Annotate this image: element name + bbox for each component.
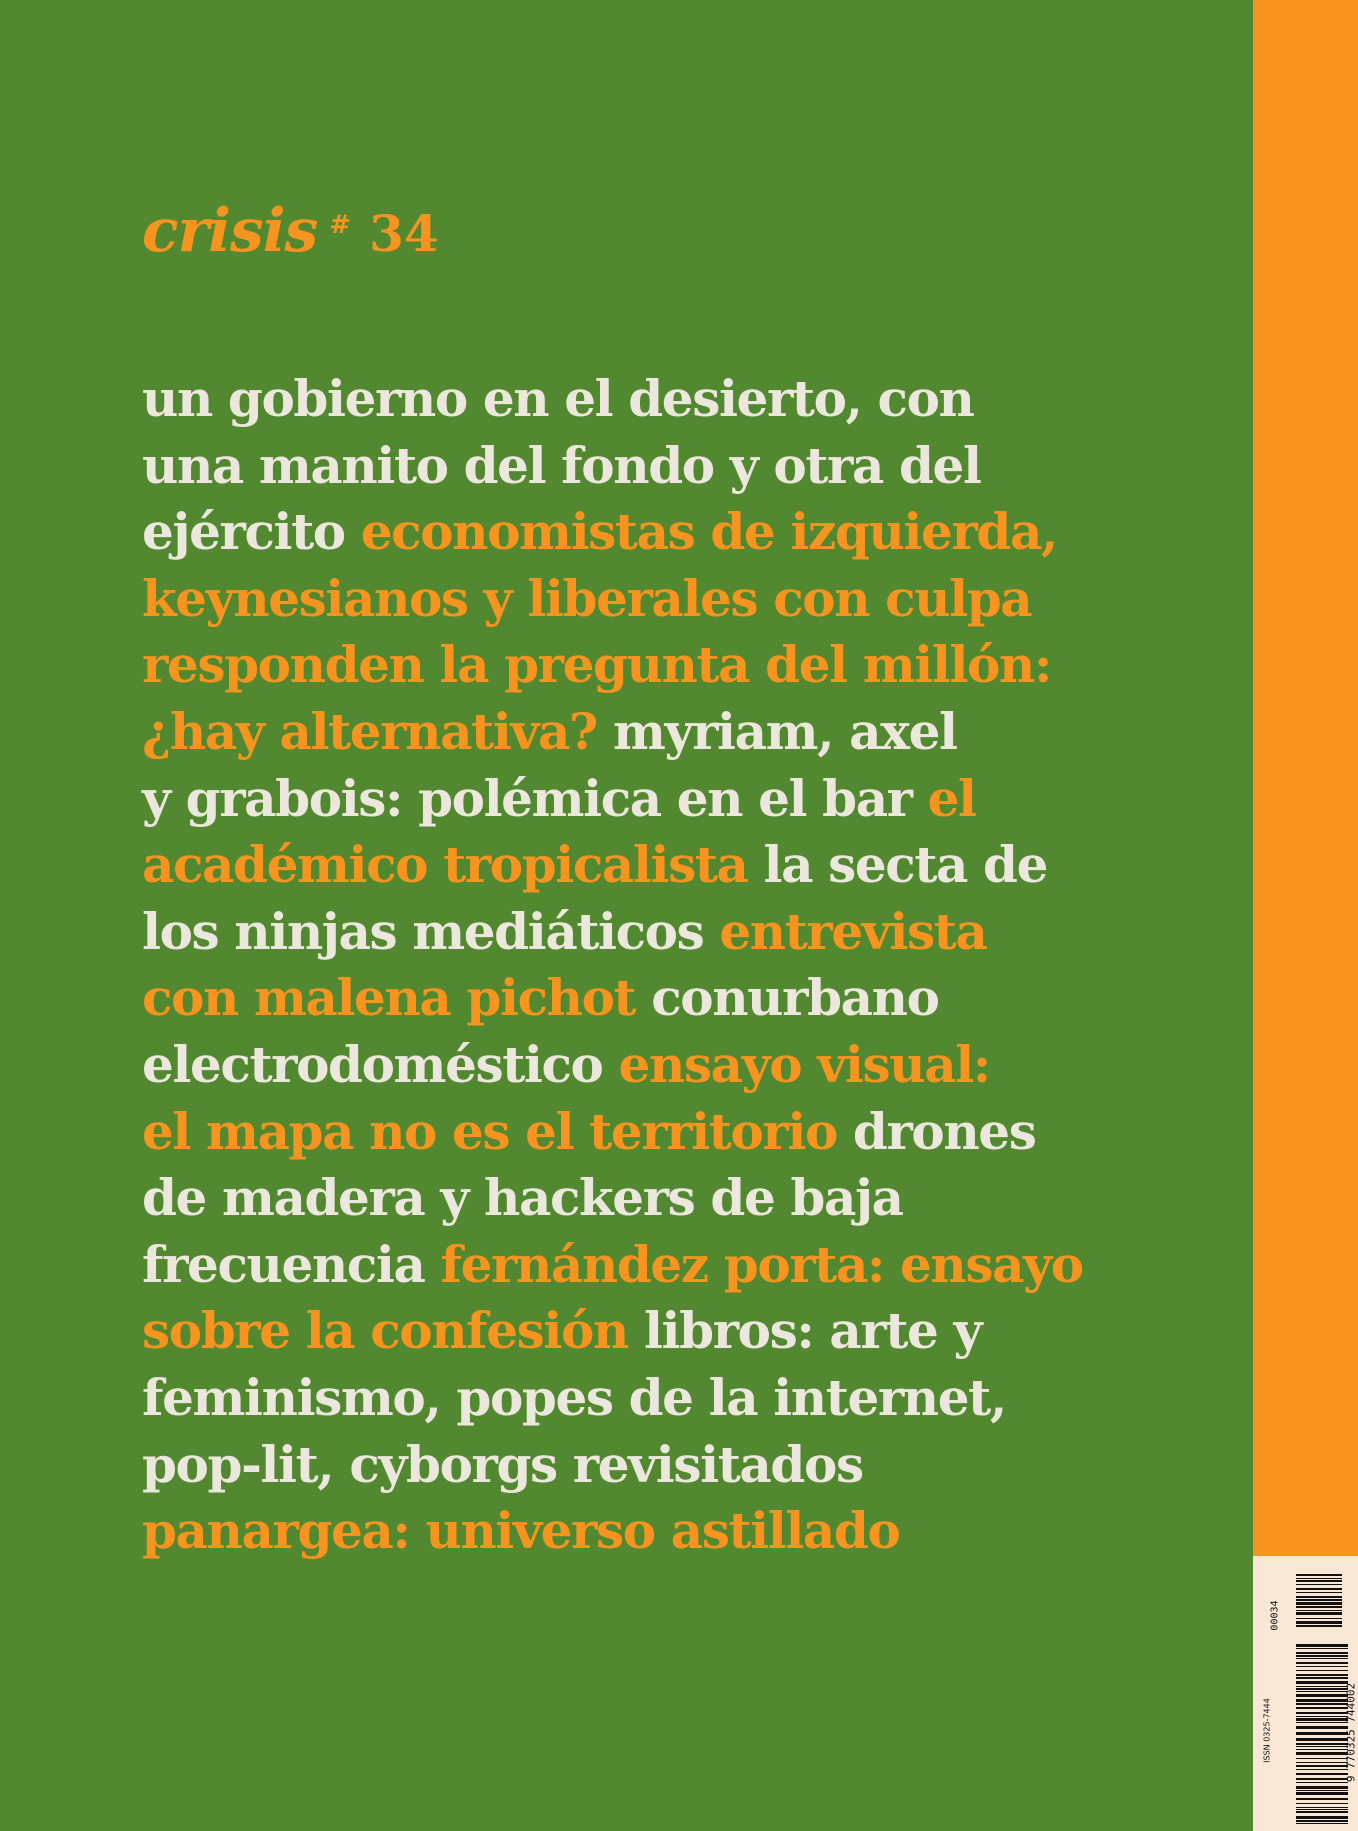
barcode-bar <box>1296 1809 1348 1810</box>
barcode-bar <box>1296 1765 1348 1767</box>
issn-number: ISSN 0325-7444 <box>1262 1698 1272 1763</box>
contents-line <box>142 1099 1142 1166</box>
barcode-bar <box>1296 1574 1342 1576</box>
contents-line <box>142 1298 1142 1365</box>
headline-text: electrodoméstico <box>142 1034 619 1094</box>
barcode-bar <box>1296 1584 1342 1585</box>
barcode-bar <box>1296 1778 1348 1780</box>
barcode-bar <box>1296 1691 1348 1692</box>
barcode-bar <box>1296 1769 1348 1770</box>
barcode-bar <box>1296 1644 1348 1647</box>
barcode-bar <box>1296 1606 1342 1608</box>
issue-number: 34 <box>369 204 439 263</box>
barcode-bar <box>1296 1580 1342 1582</box>
headline-text: libros: arte y <box>643 1301 982 1361</box>
highlighted-headline: panargea: universo astillado <box>142 1501 900 1561</box>
barcode-bar <box>1296 1610 1342 1611</box>
contents-line <box>142 1165 1142 1232</box>
barcode-bar <box>1296 1612 1342 1615</box>
barcode-bar <box>1296 1621 1342 1624</box>
contents-line <box>142 366 1142 433</box>
barcode-bar <box>1296 1716 1348 1717</box>
barcode-bar <box>1296 1738 1348 1741</box>
barcode-bar <box>1296 1782 1348 1783</box>
headline-text: una manito del fondo y otra del <box>142 435 981 495</box>
highlighted-headline: keynesianos y liberales con culpa <box>142 568 1032 628</box>
barcode-bar <box>1296 1718 1348 1721</box>
headline-text: drones <box>852 1101 1036 1161</box>
contents-line <box>142 632 1142 699</box>
barcode-bar <box>1296 1762 1348 1763</box>
headline-text: y grabois: polémica en el bar <box>142 768 928 828</box>
contents-line <box>142 499 1142 566</box>
contents-line <box>142 766 1142 833</box>
masthead <box>142 196 439 276</box>
contents-list <box>142 366 1142 1565</box>
highlighted-headline: sobre la confesión <box>142 1301 644 1361</box>
barcode-bar <box>1296 1732 1348 1735</box>
highlighted-headline: el <box>927 768 976 828</box>
barcode-bar <box>1296 1758 1348 1759</box>
contents-line <box>142 899 1142 966</box>
ean-number: 9 770325 744002 <box>1344 1682 1358 1783</box>
barcode-bar <box>1296 1578 1342 1579</box>
barcode-bar <box>1296 1746 1348 1747</box>
barcode-bar <box>1296 1694 1348 1697</box>
highlighted-headline: fernández porta: ensayo <box>440 1234 1083 1294</box>
barcode-bar <box>1296 1686 1348 1687</box>
barcode-bar <box>1296 1618 1342 1619</box>
headline-text: myriam, axel <box>612 701 957 761</box>
contents-line <box>142 699 1142 766</box>
highlighted-headline: ¿hay alternativa? <box>142 701 613 761</box>
contents-line <box>142 566 1142 633</box>
barcode-bar <box>1296 1773 1348 1775</box>
barcode-bar <box>1296 1652 1348 1654</box>
barcode-bar <box>1296 1648 1348 1649</box>
barcode <box>1296 1574 1348 1824</box>
headline-text: un gobierno en el desierto, con <box>142 369 974 428</box>
barcode-bar <box>1296 1666 1348 1667</box>
barcode-bar <box>1296 1655 1348 1657</box>
barcode-bar <box>1296 1816 1348 1819</box>
barcode-bar <box>1296 1803 1348 1804</box>
issue-hash-symbol: # <box>329 210 352 240</box>
magazine-name: crisis <box>142 196 318 266</box>
headline-text: de madera y hackers de baja <box>142 1168 903 1228</box>
barcode-bar <box>1296 1662 1348 1664</box>
barcode-bar <box>1296 1588 1342 1590</box>
contents-line <box>142 965 1142 1032</box>
barcode-bar <box>1296 1670 1348 1671</box>
headline-text: ejército <box>142 502 361 562</box>
highlighted-headline: economistas de izquierda, <box>360 502 1057 562</box>
barcode-bar <box>1296 1699 1348 1702</box>
barcode-bar <box>1296 1707 1348 1709</box>
contents-line <box>142 1032 1142 1099</box>
headline-text: frecuencia <box>142 1234 441 1294</box>
highlighted-headline: académico tropicalista <box>142 835 764 895</box>
barcode-bar <box>1296 1792 1348 1795</box>
barcode-bar <box>1296 1726 1348 1729</box>
barcode-bar <box>1296 1743 1348 1745</box>
headline-text: los ninjas mediáticos <box>142 901 720 961</box>
barcode-bar <box>1296 1749 1348 1750</box>
highlighted-headline: con malena pichot <box>142 968 652 1028</box>
highlighted-headline: ensayo visual: <box>618 1034 990 1094</box>
barcode-addon-number: 00034 <box>1269 1600 1281 1631</box>
barcode-bar <box>1296 1602 1342 1605</box>
barcode-bar <box>1296 1811 1348 1813</box>
headline-text: conurbano <box>651 968 939 1028</box>
barcode-bar <box>1296 1677 1348 1679</box>
barcode-bar <box>1296 1820 1348 1822</box>
barcode-bar <box>1296 1712 1348 1714</box>
barcode-bar <box>1296 1658 1348 1659</box>
highlighted-headline: el mapa no es el territorio <box>142 1101 853 1161</box>
contents-line <box>142 1365 1142 1432</box>
barcode-bar <box>1296 1703 1348 1705</box>
barcode-bar <box>1296 1592 1342 1593</box>
contents-line <box>142 1232 1142 1299</box>
barcode-bar <box>1296 1599 1342 1601</box>
highlighted-headline: entrevista <box>719 901 987 961</box>
barcode-bar <box>1296 1596 1342 1598</box>
contents-line <box>142 832 1142 899</box>
barcode-bar <box>1296 1688 1348 1690</box>
barcode-bar <box>1296 1807 1348 1808</box>
headline-text: la secta de <box>763 835 1048 895</box>
barcode-bar <box>1296 1722 1348 1723</box>
barcode-bar <box>1296 1681 1348 1684</box>
barcode-bar <box>1296 1823 1348 1824</box>
contents-line <box>142 1432 1142 1499</box>
barcode-bar <box>1296 1790 1348 1791</box>
headline-text: feminismo, popes de la internet, <box>142 1367 1006 1427</box>
contents-line <box>142 1498 1142 1565</box>
contents-line <box>142 433 1142 500</box>
barcode-bar <box>1296 1674 1348 1676</box>
highlighted-headline: responden la pregunta del millón: <box>142 635 1052 695</box>
barcode-bar <box>1296 1798 1348 1800</box>
barcode-bar <box>1296 1625 1342 1627</box>
headline-text: pop-lit, cyborgs revisitados <box>142 1434 863 1494</box>
barcode-bar <box>1296 1786 1348 1789</box>
barcode-bar <box>1296 1752 1348 1755</box>
